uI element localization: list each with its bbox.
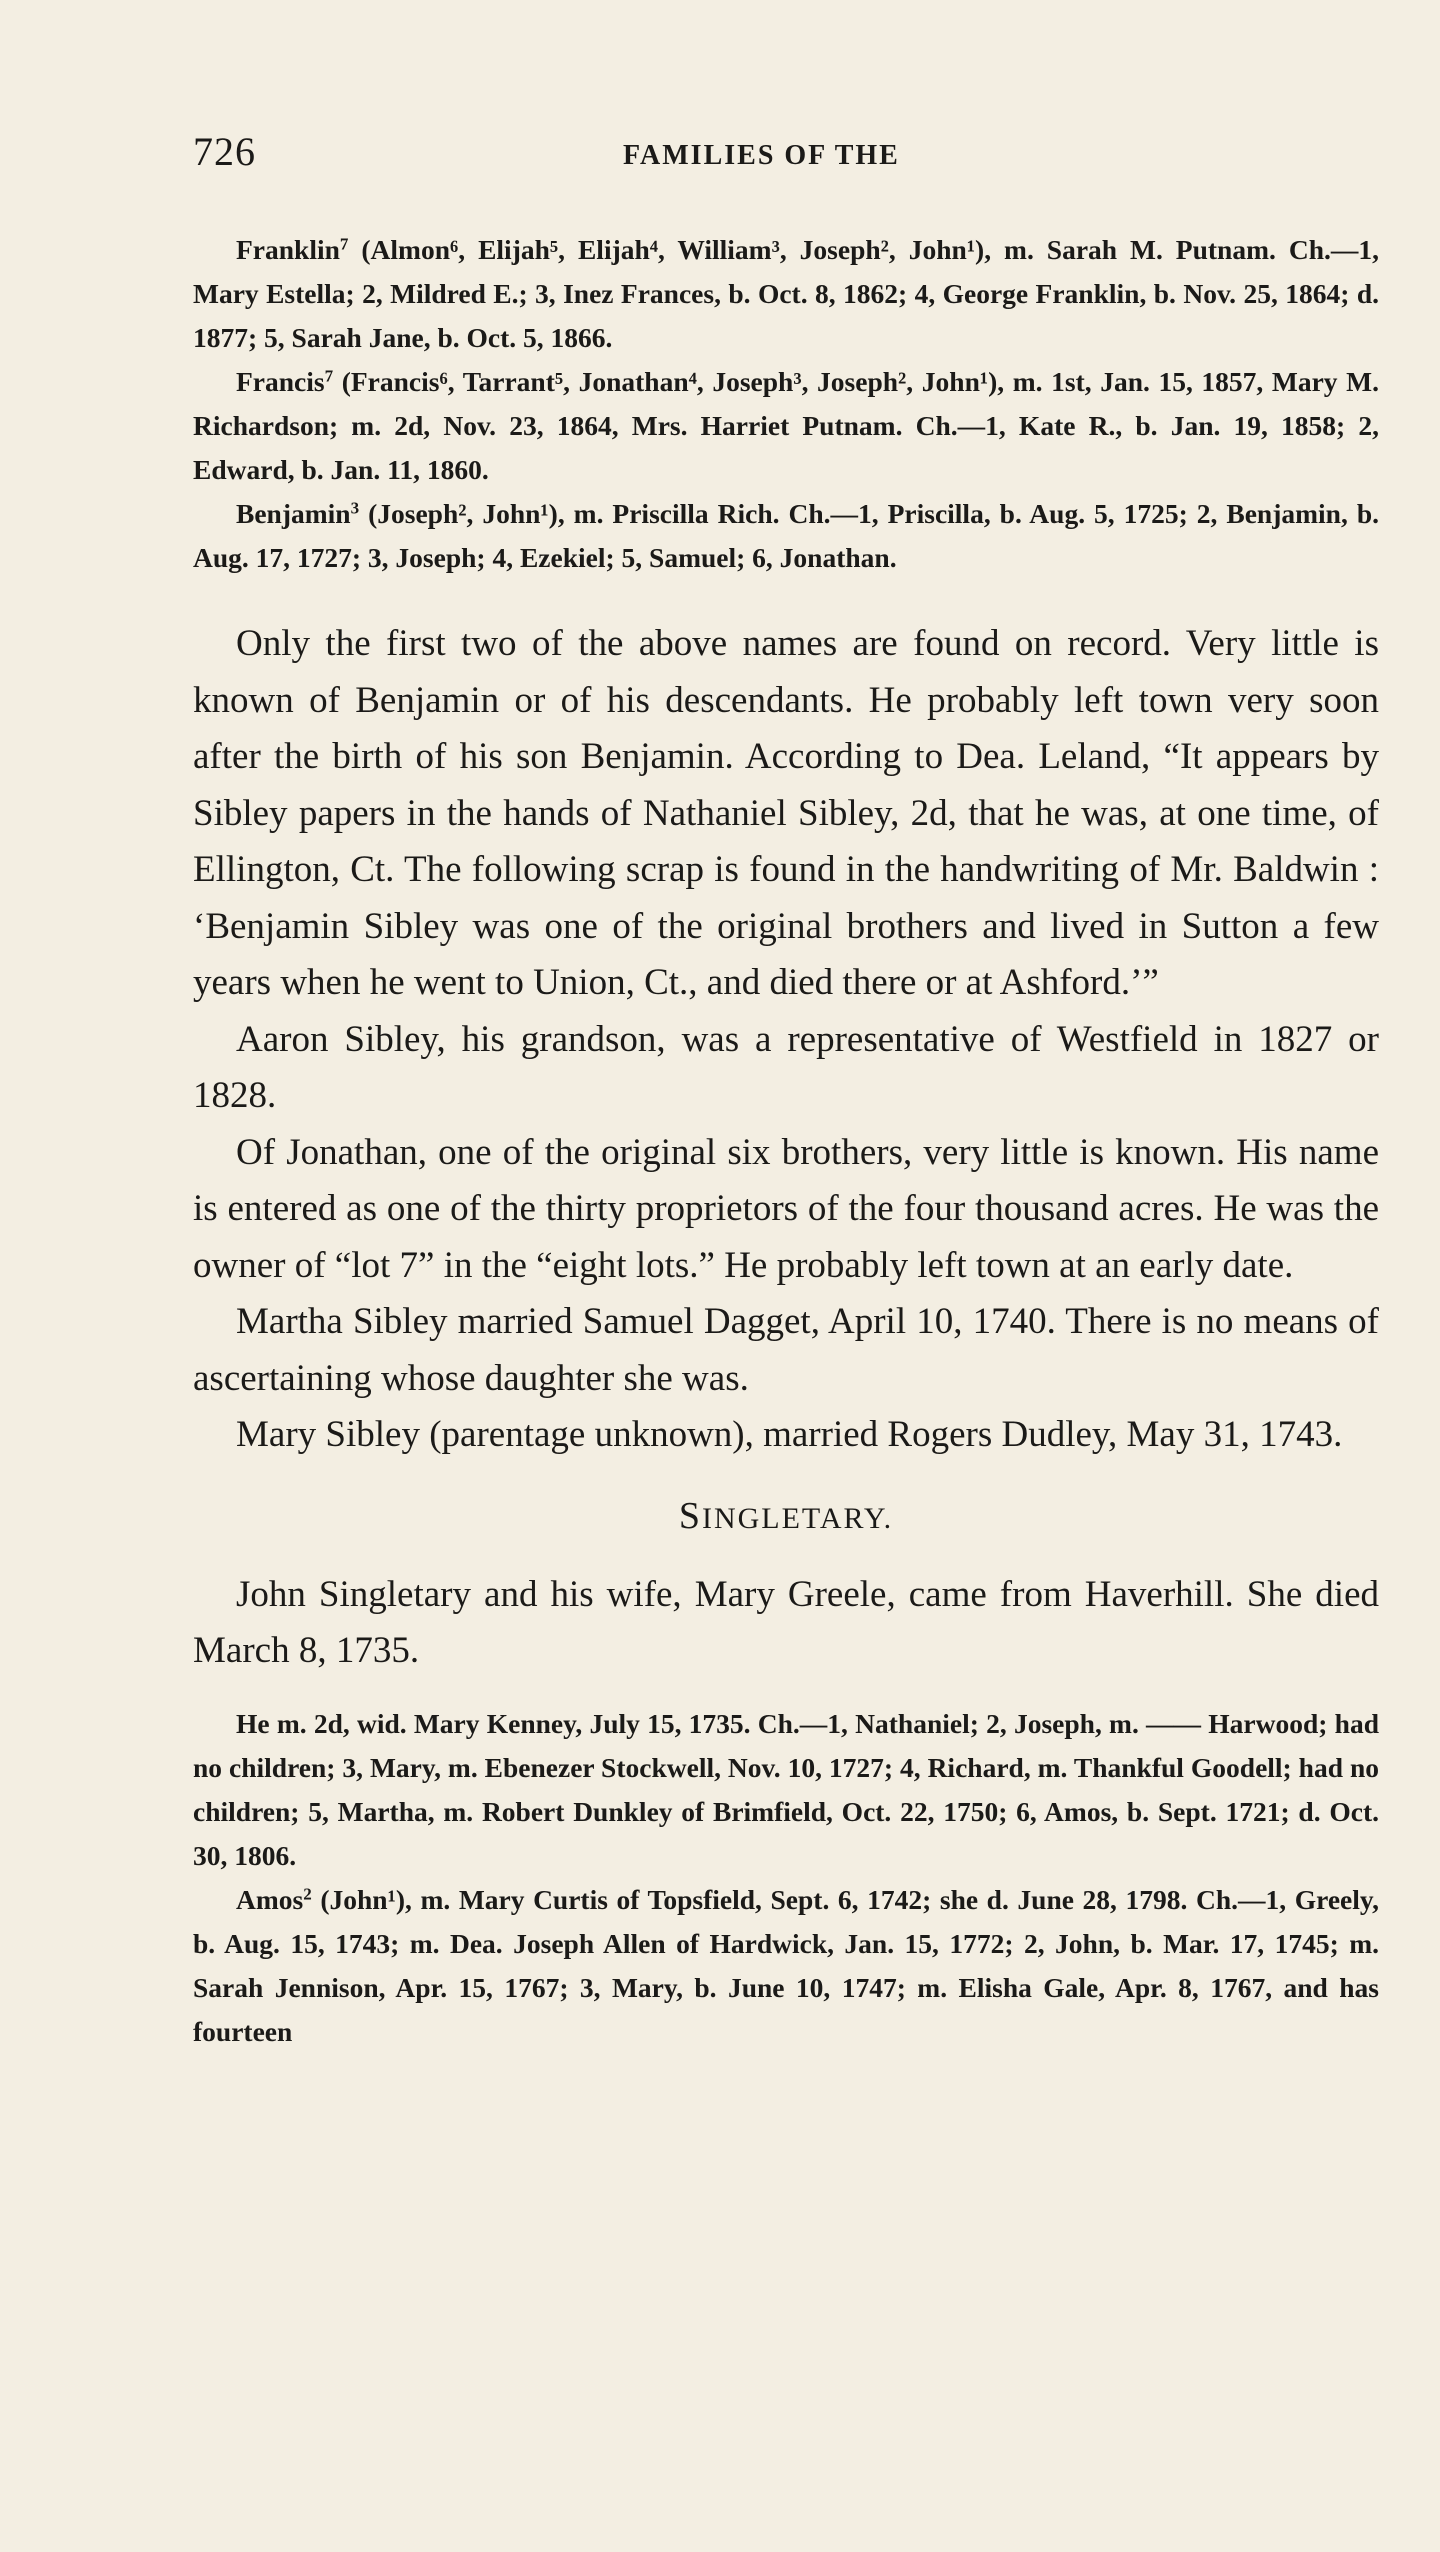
entry-name: Francis — [236, 366, 325, 397]
narrative-paragraph-3: Of Jonathan, one of the original six brothers, very little is known. His name is entered as one of the thirty proprietors of the four thousand acres. He was the owner of “lot 7” in the “eight lots.” He probably left town at an early date. — [193, 1131, 1379, 1286]
narrative-paragraph-4: Martha Sibley married Samuel Dagget, April 10, 1740. There is no means of ascertaining whose daughter she was. — [193, 1301, 1379, 1399]
entry-amos — [193, 1878, 1379, 2054]
heading-initial: S — [678, 1494, 702, 1537]
entry-text: (John¹), m. Mary Curtis of Topsfield, Sept. 6, 1742; she d. June 28, 1798. Ch.—1, Greely, b. Aug. 15, 1743; m. Dea. Joseph Allen of Hardwick, Jan. 15, 1772; 2, John, b. Mar. 17, 1745; m. Sarah Jennison, Apr. 15, 1767; 3, Mary, b. June 10, 1747; m. Elisha Gale, Apr. 8, 1767, and has fourteen — [193, 1883, 1379, 2047]
heading-rest: INGLETARY. — [701, 1501, 894, 1535]
page-header — [193, 128, 1360, 188]
page-number: 726 — [193, 129, 256, 174]
singletary-intro: John Singletary and his wife, Mary Greele, came from Haverhill. She died March 8, 1735. — [193, 1573, 1379, 1671]
entry-name: Franklin — [236, 234, 340, 265]
entry-text: (Joseph², John¹), m. Priscilla Rich. Ch.—1, Priscilla, b. Aug. 5, 1725; 2, Benjamin, b. Aug. 17, 1727; 3, Joseph; 4, Ezekiel; 5, Samuel; 6, Jonathan. — [193, 498, 1379, 573]
entry-name: Benjamin — [236, 498, 351, 529]
singletary-second-marriage: He m. 2d, wid. Mary Kenney, July 15, 1735. Ch.—1, Nathaniel; 2, Joseph, m. —— Harwood; had no children; 3, Mary, m. Ebenezer Stockwell, Nov. 10, 1727; 4, Richard, m. Thankful Goodell; had no children; 5, Martha, m. Robert Dunkley of Brimfield, Oct. 22, 1750; 6, Amos, b. Sept. 1721; d. Oct. 30, 1806. — [193, 1707, 1379, 1871]
running-head: FAMILIES OF THE — [623, 140, 900, 171]
generation-number: 7 — [324, 366, 334, 386]
narrative-paragraph-5: Mary Sibley (parentage unknown), married Rogers Dudley, May 31, 1743. — [236, 1414, 1343, 1455]
entry-name: Amos — [236, 1883, 304, 1915]
generation-number: 2 — [303, 1884, 312, 1904]
entry-text: (Francis⁶, Tarrant⁵, Jonathan⁴, Joseph³, Joseph², John¹), m. 1st, Jan. 15, 1857, Mary M. Richardson; m. 2d, Nov. 23, 1864, Mrs. Harriet Putnam. Ch.—1, Kate R., b. Jan. 19, 1858; 2, Edward, b. Jan. 11, 1860. — [193, 366, 1379, 485]
entry-benjamin — [193, 492, 1379, 580]
generation-number: 7 — [339, 234, 349, 254]
entry-francis — [193, 360, 1379, 492]
section-heading-singletary — [193, 1486, 1379, 1549]
entry-text: (Almon⁶, Elijah⁵, Elijah⁴, William³, Joseph², John¹), m. Sarah M. Putnam. Ch.—1, Mary Estella; 2, Mildred E.; 3, Inez Frances, b. Oct. 8, 1862; 4, George Franklin, b. Nov. 25, 1864; d. 1877; 5, Sarah Jane, b. Oct. 5, 1866. — [193, 234, 1379, 353]
generation-number: 3 — [350, 498, 360, 518]
narrative-paragraph-2: Aaron Sibley, his grandson, was a representative of Westfield in 1827 or 1828. — [193, 1018, 1379, 1116]
narrative-paragraph-1: Only the first two of the above names are found on record. Very little is known of Benjamin or of his descendants. He probably left town very soon after the birth of his son Benjamin. According to Dea. Leland, “It appears by Sibley papers in the hands of Nathaniel Sibley, 2d, that he was, at one time, of Ellington, Ct. The following scrap is found in the handwriting of Mr. Baldwin : ‘Benjamin Sibley was one of the original brothers and lived in Sutton a few years when he went to Union, Ct., and died there or at Ashford.’” — [193, 623, 1379, 1003]
entry-franklin — [193, 228, 1379, 360]
page-body — [193, 228, 1379, 2054]
